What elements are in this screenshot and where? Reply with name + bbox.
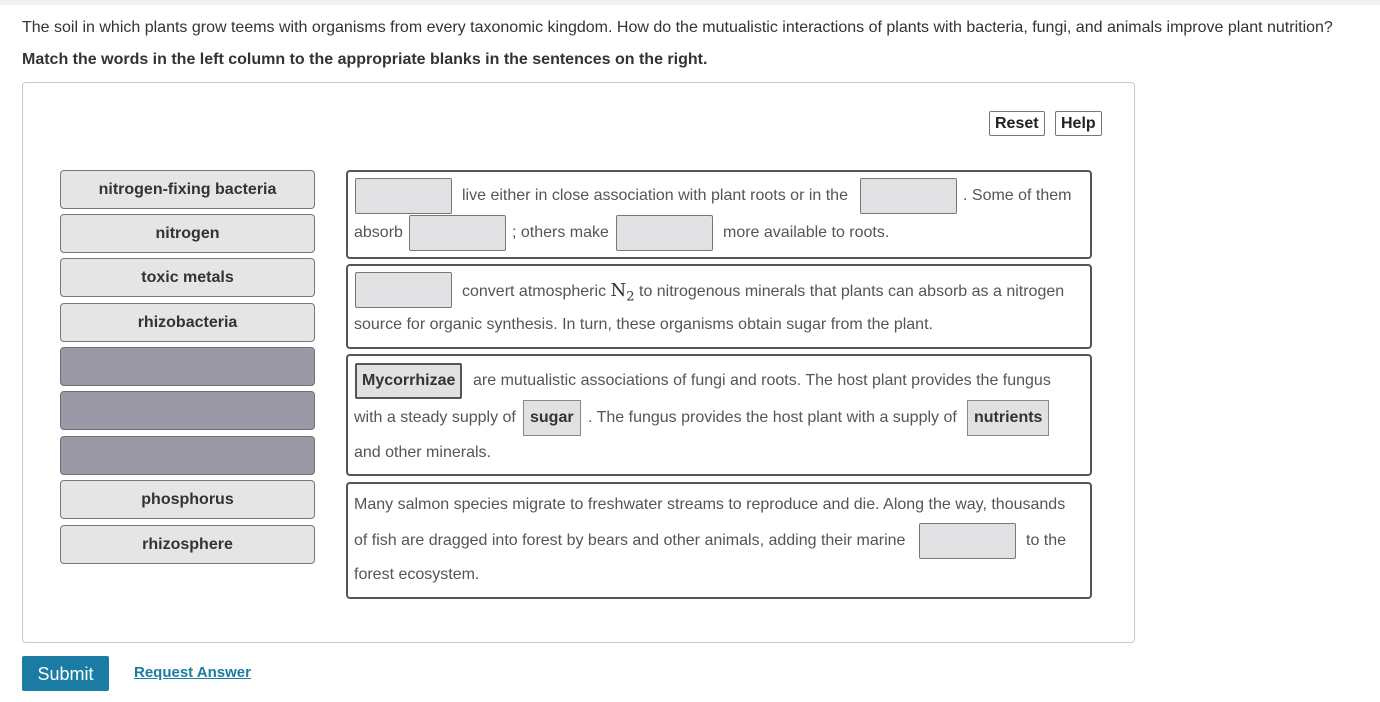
request-answer-link[interactable]: Request Answer [134,664,251,681]
top-bar [0,0,1380,5]
help-button[interactable]: Help [1055,111,1102,136]
sentence-text: source for organic synthesis. In turn, these organisms obtain sugar from the plant. [354,316,933,333]
sentence-text: of fish are dragged into forest by bears and other animals, adding their marine [354,532,906,549]
placed-label[interactable]: nutrients [967,400,1049,436]
sentence-text: ; others make [512,224,609,241]
label-tile[interactable]: toxic metals [60,258,315,297]
drop-target-blank[interactable] [409,215,506,251]
label-slot-empty [60,391,315,430]
sentence-text: with a steady supply of [354,409,516,426]
sentence-text: . The fungus provides the host plant with a supply of [588,409,957,426]
sentence-text: forest ecosystem. [354,566,480,583]
drop-target-blank[interactable] [860,178,957,214]
label-tile[interactable]: nitrogen [60,214,315,253]
sentence-text: and other minerals. [354,444,491,461]
instruction-text: Match the words in the left column to the appropriate blanks in the sentences on the right. [22,51,708,68]
placed-label[interactable]: sugar [523,400,581,436]
sentence-text: more available to roots. [723,224,890,241]
label-slot-empty [60,436,315,475]
sentence-text: Many salmon species migrate to freshwater streams to reproduce and die. Along the way, thousands [354,496,1066,513]
drop-target-blank[interactable] [355,272,452,308]
submit-button[interactable]: Submit [22,656,109,691]
label-slot-empty [60,347,315,386]
question-text: The soil in which plants grow teems with organisms from every taxonomic kingdom. How do the mutualistic interactions of plants with bacteria, fungi, and animals improve plant nutrition? [22,19,1333,36]
label-tile[interactable]: nitrogen-fixing bacteria [60,170,315,209]
drop-target-blank[interactable] [919,523,1016,559]
reset-button[interactable]: Reset [989,111,1045,136]
label-tile[interactable]: rhizosphere [60,525,315,564]
sentence-text: absorb [354,224,403,241]
label-tile[interactable]: rhizobacteria [60,303,315,342]
sentence-text: are mutualistic associations of fungi and roots. The host plant provides the fungus [473,372,1051,389]
sentence-text: live either in close association with plant roots or in the [462,187,848,204]
placed-label[interactable]: Mycorrhizae [355,363,462,399]
sentence-text: to the [1026,532,1067,549]
n2-formula: $N_2$ [610,280,635,305]
drop-target-blank[interactable] [616,215,713,251]
sentence-text: . Some of them [963,187,1072,204]
label-tile[interactable]: phosphorus [60,480,315,519]
drop-target-blank[interactable] [355,178,452,214]
sentence-text: convert atmospheric $N_2$ to nitrogenous minerals that plants can absorb as a nitrogen [462,280,1065,305]
